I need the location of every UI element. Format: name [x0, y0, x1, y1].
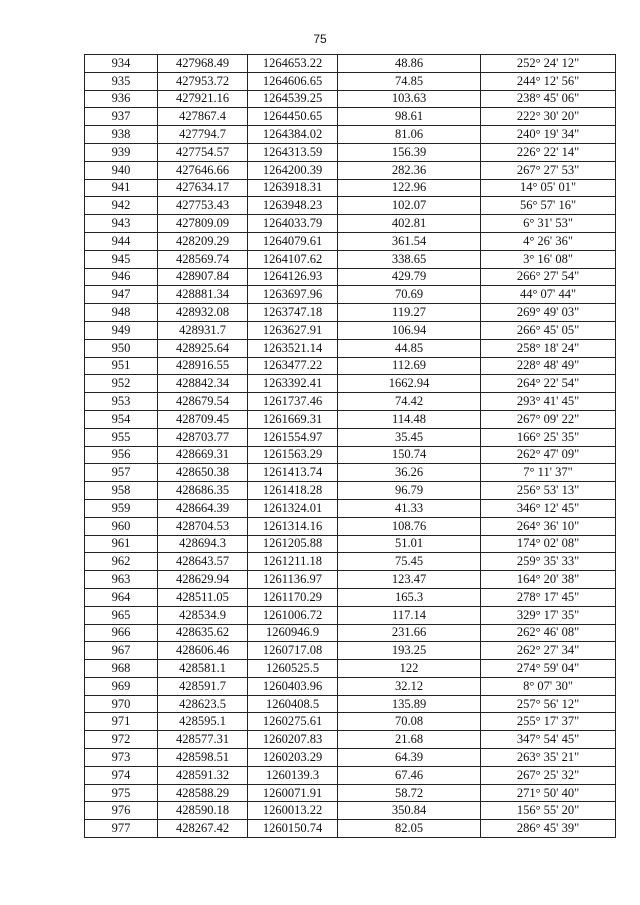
point-number-cell: 970	[85, 695, 158, 713]
distance-cell: 361.54	[338, 232, 481, 250]
y-coordinate-cell: 1261413.74	[248, 464, 338, 482]
point-number-cell: 948	[85, 304, 158, 322]
bearing-cell: 226° 22' 14"	[481, 143, 616, 161]
table-row	[85, 784, 616, 802]
distance-cell: 106.94	[338, 321, 481, 339]
distance-cell: 48.86	[338, 55, 481, 73]
point-number-cell: 977	[85, 820, 158, 838]
point-number-cell: 942	[85, 197, 158, 215]
x-coordinate-cell: 428267.42	[158, 820, 248, 838]
bearing-cell: 267° 09' 22"	[481, 410, 616, 428]
bearing-cell: 56° 57' 16"	[481, 197, 616, 215]
bearing-cell: 346° 12' 45"	[481, 499, 616, 517]
bearing-cell: 262° 47' 09"	[481, 446, 616, 464]
bearing-cell: 244° 12' 56"	[481, 72, 616, 90]
x-coordinate-cell: 428694.3	[158, 535, 248, 553]
point-number-cell: 975	[85, 784, 158, 802]
table-row	[85, 268, 616, 286]
x-coordinate-cell: 428511.05	[158, 588, 248, 606]
point-number-cell: 963	[85, 571, 158, 589]
point-number-cell: 971	[85, 713, 158, 731]
table-row	[85, 677, 616, 695]
distance-cell: 36.26	[338, 464, 481, 482]
x-coordinate-cell: 427867.4	[158, 108, 248, 126]
point-number-cell: 967	[85, 642, 158, 660]
point-number-cell: 953	[85, 393, 158, 411]
distance-cell: 70.08	[338, 713, 481, 731]
x-coordinate-cell: 428534.9	[158, 606, 248, 624]
table-row	[85, 250, 616, 268]
y-coordinate-cell: 1260525.5	[248, 660, 338, 678]
y-coordinate-cell: 1261205.88	[248, 535, 338, 553]
bearing-cell: 6° 31' 53"	[481, 215, 616, 233]
table-row	[85, 410, 616, 428]
distance-cell: 402.81	[338, 215, 481, 233]
x-coordinate-cell: 428643.57	[158, 553, 248, 571]
point-number-cell: 962	[85, 553, 158, 571]
bearing-cell: 44° 07' 44"	[481, 286, 616, 304]
coordinates-table	[84, 54, 616, 838]
table-row	[85, 695, 616, 713]
bearing-cell: 264° 36' 10"	[481, 517, 616, 535]
x-coordinate-cell: 428650.38	[158, 464, 248, 482]
point-number-cell: 941	[85, 179, 158, 197]
y-coordinate-cell: 1261170.29	[248, 588, 338, 606]
y-coordinate-cell: 1264033.79	[248, 215, 338, 233]
point-number-cell: 974	[85, 766, 158, 784]
point-number-cell: 965	[85, 606, 158, 624]
distance-cell: 103.63	[338, 90, 481, 108]
x-coordinate-cell: 428595.1	[158, 713, 248, 731]
bearing-cell: 166° 25' 35"	[481, 428, 616, 446]
y-coordinate-cell: 1260071.91	[248, 784, 338, 802]
y-coordinate-cell: 1263627.91	[248, 321, 338, 339]
table-row	[85, 713, 616, 731]
y-coordinate-cell: 1264450.65	[248, 108, 338, 126]
table-row	[85, 393, 616, 411]
table-row	[85, 606, 616, 624]
point-number-cell: 946	[85, 268, 158, 286]
distance-cell: 51.01	[338, 535, 481, 553]
table-row	[85, 357, 616, 375]
table-row	[85, 660, 616, 678]
bearing-cell: 3° 16' 08"	[481, 250, 616, 268]
y-coordinate-cell: 1264653.22	[248, 55, 338, 73]
y-coordinate-cell: 1263521.14	[248, 339, 338, 357]
bearing-cell: 267° 27' 53"	[481, 161, 616, 179]
distance-cell: 64.39	[338, 749, 481, 767]
distance-cell: 429.79	[338, 268, 481, 286]
point-number-cell: 972	[85, 731, 158, 749]
table-row	[85, 126, 616, 144]
bearing-cell: 259° 35' 33"	[481, 553, 616, 571]
y-coordinate-cell: 1261737.46	[248, 393, 338, 411]
point-number-cell: 957	[85, 464, 158, 482]
bearing-cell: 257° 56' 12"	[481, 695, 616, 713]
distance-cell: 112.69	[338, 357, 481, 375]
table-row	[85, 624, 616, 642]
bearing-cell: 7° 11' 37"	[481, 464, 616, 482]
table-row	[85, 535, 616, 553]
bearing-cell: 271° 50' 40"	[481, 784, 616, 802]
y-coordinate-cell: 1263477.22	[248, 357, 338, 375]
bearing-cell: 252° 24' 12"	[481, 55, 616, 73]
x-coordinate-cell: 427754.57	[158, 143, 248, 161]
bearing-cell: 267° 25' 32"	[481, 766, 616, 784]
table-row	[85, 286, 616, 304]
distance-cell: 58.72	[338, 784, 481, 802]
bearing-cell: 240° 19' 34"	[481, 126, 616, 144]
x-coordinate-cell: 427646.66	[158, 161, 248, 179]
distance-cell: 338.65	[338, 250, 481, 268]
distance-cell: 350.84	[338, 802, 481, 820]
y-coordinate-cell: 1264313.59	[248, 143, 338, 161]
bearing-cell: 347° 54' 45"	[481, 731, 616, 749]
distance-cell: 98.61	[338, 108, 481, 126]
x-coordinate-cell: 428686.35	[158, 482, 248, 500]
bearing-cell: 329° 17' 35"	[481, 606, 616, 624]
x-coordinate-cell: 428925.64	[158, 339, 248, 357]
bearing-cell: 228° 48' 49"	[481, 357, 616, 375]
bearing-cell: 164° 20' 38"	[481, 571, 616, 589]
y-coordinate-cell: 1261669.31	[248, 410, 338, 428]
y-coordinate-cell: 1264079.61	[248, 232, 338, 250]
point-number-cell: 959	[85, 499, 158, 517]
y-coordinate-cell: 1261563.29	[248, 446, 338, 464]
y-coordinate-cell: 1264107.62	[248, 250, 338, 268]
y-coordinate-cell: 1261006.72	[248, 606, 338, 624]
table-row	[85, 108, 616, 126]
table-row	[85, 215, 616, 233]
y-coordinate-cell: 1261324.01	[248, 499, 338, 517]
table-row	[85, 766, 616, 784]
distance-cell: 156.39	[338, 143, 481, 161]
x-coordinate-cell: 428881.34	[158, 286, 248, 304]
distance-cell: 41.33	[338, 499, 481, 517]
bearing-cell: 156° 55' 20"	[481, 802, 616, 820]
y-coordinate-cell: 1260403.96	[248, 677, 338, 695]
distance-cell: 67.46	[338, 766, 481, 784]
x-coordinate-cell: 427921.16	[158, 90, 248, 108]
x-coordinate-cell: 428581.1	[158, 660, 248, 678]
x-coordinate-cell: 428931.7	[158, 321, 248, 339]
table-row	[85, 304, 616, 322]
y-coordinate-cell: 1260203.29	[248, 749, 338, 767]
x-coordinate-cell: 428588.29	[158, 784, 248, 802]
y-coordinate-cell: 1263948.23	[248, 197, 338, 215]
table-row	[85, 553, 616, 571]
y-coordinate-cell: 1261211.18	[248, 553, 338, 571]
coordinates-table-body	[85, 55, 616, 838]
x-coordinate-cell: 428703.77	[158, 428, 248, 446]
point-number-cell: 964	[85, 588, 158, 606]
bearing-cell: 286° 45' 39"	[481, 820, 616, 838]
distance-cell: 150.74	[338, 446, 481, 464]
point-number-cell: 936	[85, 90, 158, 108]
point-number-cell: 973	[85, 749, 158, 767]
table-row	[85, 517, 616, 535]
distance-cell: 117.14	[338, 606, 481, 624]
y-coordinate-cell: 1264126.93	[248, 268, 338, 286]
x-coordinate-cell: 427634.17	[158, 179, 248, 197]
x-coordinate-cell: 428209.29	[158, 232, 248, 250]
y-coordinate-cell: 1260139.3	[248, 766, 338, 784]
x-coordinate-cell: 428709.45	[158, 410, 248, 428]
point-number-cell: 945	[85, 250, 158, 268]
y-coordinate-cell: 1260207.83	[248, 731, 338, 749]
distance-cell: 119.27	[338, 304, 481, 322]
x-coordinate-cell: 428916.55	[158, 357, 248, 375]
y-coordinate-cell: 1263697.96	[248, 286, 338, 304]
x-coordinate-cell: 428591.7	[158, 677, 248, 695]
distance-cell: 122	[338, 660, 481, 678]
x-coordinate-cell: 428704.53	[158, 517, 248, 535]
y-coordinate-cell: 1263392.41	[248, 375, 338, 393]
table-row	[85, 55, 616, 73]
bearing-cell: 262° 27' 34"	[481, 642, 616, 660]
point-number-cell: 940	[85, 161, 158, 179]
x-coordinate-cell: 428842.34	[158, 375, 248, 393]
bearing-cell: 266° 27' 54"	[481, 268, 616, 286]
y-coordinate-cell: 1264200.39	[248, 161, 338, 179]
table-row	[85, 375, 616, 393]
bearing-cell: 14° 05' 01"	[481, 179, 616, 197]
x-coordinate-cell: 428606.46	[158, 642, 248, 660]
point-number-cell: 952	[85, 375, 158, 393]
distance-cell: 282.36	[338, 161, 481, 179]
point-number-cell: 943	[85, 215, 158, 233]
x-coordinate-cell: 428629.94	[158, 571, 248, 589]
x-coordinate-cell: 428635.62	[158, 624, 248, 642]
y-coordinate-cell: 1264606.65	[248, 72, 338, 90]
table-row	[85, 321, 616, 339]
point-number-cell: 939	[85, 143, 158, 161]
y-coordinate-cell: 1263918.31	[248, 179, 338, 197]
point-number-cell: 955	[85, 428, 158, 446]
bearing-cell: 278° 17' 45"	[481, 588, 616, 606]
distance-cell: 96.79	[338, 482, 481, 500]
y-coordinate-cell: 1261418.28	[248, 482, 338, 500]
table-row	[85, 642, 616, 660]
distance-cell: 108.76	[338, 517, 481, 535]
point-number-cell: 966	[85, 624, 158, 642]
table-row	[85, 428, 616, 446]
point-number-cell: 954	[85, 410, 158, 428]
distance-cell: 1662.94	[338, 375, 481, 393]
bearing-cell: 266° 45' 05"	[481, 321, 616, 339]
y-coordinate-cell: 1264384.02	[248, 126, 338, 144]
bearing-cell: 222° 30' 20"	[481, 108, 616, 126]
x-coordinate-cell: 427953.72	[158, 72, 248, 90]
table-row	[85, 749, 616, 767]
point-number-cell: 944	[85, 232, 158, 250]
x-coordinate-cell: 428679.54	[158, 393, 248, 411]
distance-cell: 165.3	[338, 588, 481, 606]
y-coordinate-cell: 1261314.16	[248, 517, 338, 535]
distance-cell: 114.48	[338, 410, 481, 428]
distance-cell: 32.12	[338, 677, 481, 695]
distance-cell: 122.96	[338, 179, 481, 197]
point-number-cell: 938	[85, 126, 158, 144]
x-coordinate-cell: 428577.31	[158, 731, 248, 749]
distance-cell: 82.05	[338, 820, 481, 838]
table-row	[85, 446, 616, 464]
x-coordinate-cell: 428623.5	[158, 695, 248, 713]
point-number-cell: 937	[85, 108, 158, 126]
point-number-cell: 935	[85, 72, 158, 90]
y-coordinate-cell: 1260717.08	[248, 642, 338, 660]
table-row	[85, 179, 616, 197]
distance-cell: 44.85	[338, 339, 481, 357]
point-number-cell: 950	[85, 339, 158, 357]
point-number-cell: 934	[85, 55, 158, 73]
y-coordinate-cell: 1260946.9	[248, 624, 338, 642]
bearing-cell: 263° 35' 21"	[481, 749, 616, 767]
y-coordinate-cell: 1260150.74	[248, 820, 338, 838]
x-coordinate-cell: 428591.32	[158, 766, 248, 784]
bearing-cell: 293° 41' 45"	[481, 393, 616, 411]
distance-cell: 193.25	[338, 642, 481, 660]
distance-cell: 21.68	[338, 731, 481, 749]
bearing-cell: 255° 17' 37"	[481, 713, 616, 731]
x-coordinate-cell: 427809.09	[158, 215, 248, 233]
bearing-cell: 256° 53' 13"	[481, 482, 616, 500]
distance-cell: 74.42	[338, 393, 481, 411]
bearing-cell: 264° 22' 54"	[481, 375, 616, 393]
bearing-cell: 4° 26' 36"	[481, 232, 616, 250]
table-row	[85, 464, 616, 482]
distance-cell: 70.69	[338, 286, 481, 304]
bearing-cell: 274° 59' 04"	[481, 660, 616, 678]
table-row	[85, 197, 616, 215]
point-number-cell: 961	[85, 535, 158, 553]
distance-cell: 123.47	[338, 571, 481, 589]
point-number-cell: 976	[85, 802, 158, 820]
x-coordinate-cell: 428664.39	[158, 499, 248, 517]
page-number: 75	[313, 32, 327, 46]
bearing-cell: 174° 02' 08"	[481, 535, 616, 553]
distance-cell: 231.66	[338, 624, 481, 642]
table-row	[85, 820, 616, 838]
table-row	[85, 72, 616, 90]
table-row	[85, 90, 616, 108]
x-coordinate-cell: 427753.43	[158, 197, 248, 215]
y-coordinate-cell: 1260275.61	[248, 713, 338, 731]
distance-cell: 81.06	[338, 126, 481, 144]
x-coordinate-cell: 428932.08	[158, 304, 248, 322]
y-coordinate-cell: 1261554.97	[248, 428, 338, 446]
bearing-cell: 8° 07' 30"	[481, 677, 616, 695]
point-number-cell: 958	[85, 482, 158, 500]
table-row	[85, 161, 616, 179]
y-coordinate-cell: 1263747.18	[248, 304, 338, 322]
x-coordinate-cell: 428669.31	[158, 446, 248, 464]
x-coordinate-cell: 428590.18	[158, 802, 248, 820]
y-coordinate-cell: 1264539.25	[248, 90, 338, 108]
bearing-cell: 262° 46' 08"	[481, 624, 616, 642]
x-coordinate-cell: 427968.49	[158, 55, 248, 73]
table-row	[85, 731, 616, 749]
table-row	[85, 802, 616, 820]
point-number-cell: 949	[85, 321, 158, 339]
bearing-cell: 269° 49' 03"	[481, 304, 616, 322]
point-number-cell: 947	[85, 286, 158, 304]
distance-cell: 35.45	[338, 428, 481, 446]
y-coordinate-cell: 1260013.22	[248, 802, 338, 820]
table-row	[85, 588, 616, 606]
x-coordinate-cell: 428907.84	[158, 268, 248, 286]
table-row	[85, 339, 616, 357]
point-number-cell: 960	[85, 517, 158, 535]
bearing-cell: 238° 45' 06"	[481, 90, 616, 108]
table-row	[85, 143, 616, 161]
y-coordinate-cell: 1261136.97	[248, 571, 338, 589]
x-coordinate-cell: 428569.74	[158, 250, 248, 268]
point-number-cell: 956	[85, 446, 158, 464]
x-coordinate-cell: 428598.51	[158, 749, 248, 767]
x-coordinate-cell: 427794.7	[158, 126, 248, 144]
table-row	[85, 499, 616, 517]
bearing-cell: 258° 18' 24"	[481, 339, 616, 357]
distance-cell: 75.45	[338, 553, 481, 571]
y-coordinate-cell: 1260408.5	[248, 695, 338, 713]
point-number-cell: 969	[85, 677, 158, 695]
point-number-cell: 968	[85, 660, 158, 678]
distance-cell: 102.07	[338, 197, 481, 215]
distance-cell: 74.85	[338, 72, 481, 90]
table-row	[85, 482, 616, 500]
table-row	[85, 232, 616, 250]
point-number-cell: 951	[85, 357, 158, 375]
distance-cell: 135.89	[338, 695, 481, 713]
table-row	[85, 571, 616, 589]
